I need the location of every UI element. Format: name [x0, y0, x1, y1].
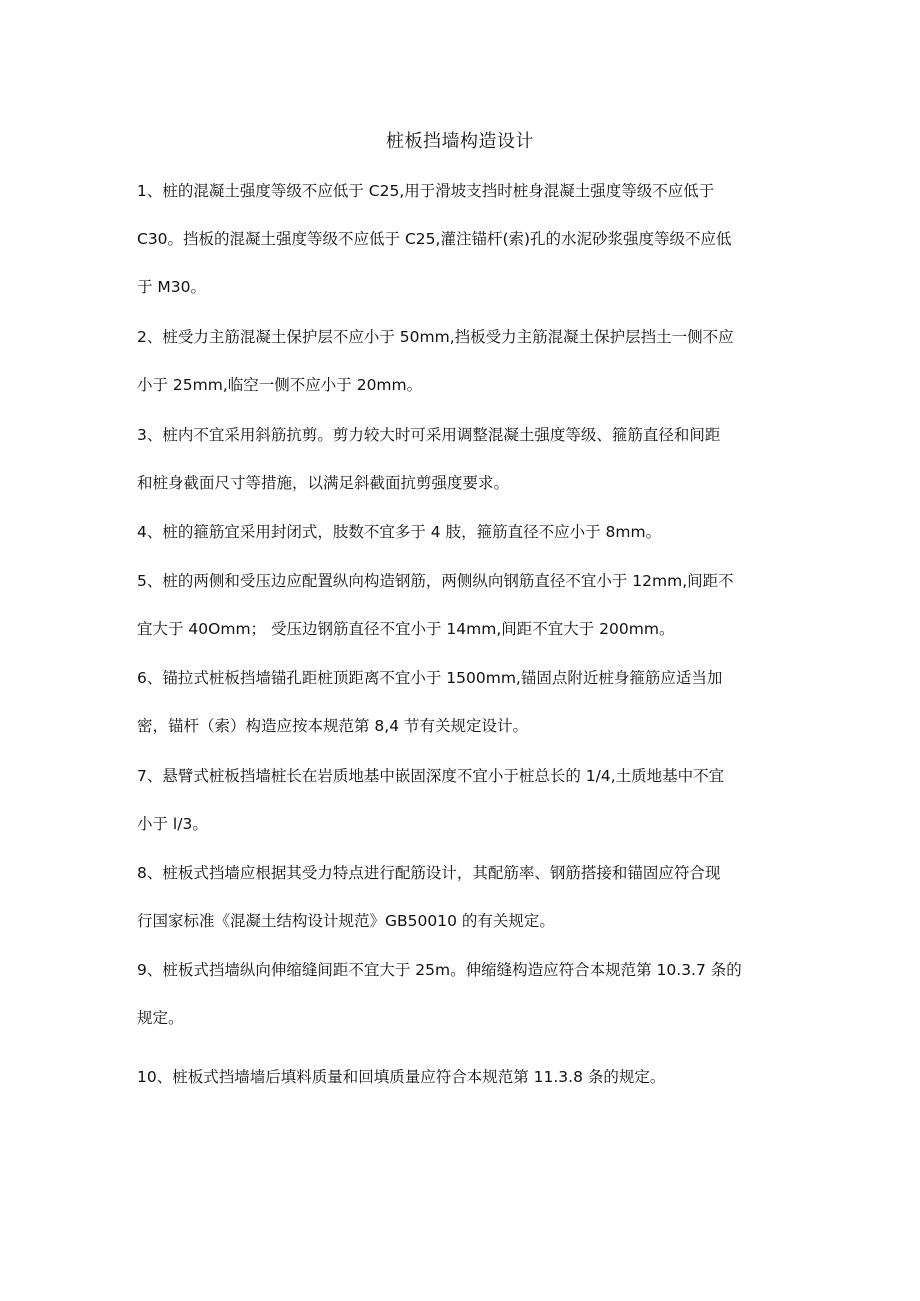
clause-line: 小于 25mm,临空一侧不应小于 20mm。: [137, 376, 423, 394]
clause-line: 4、桩的箍筋宜采用封闭式，肢数不宜多于 4 肢，箍筋直径不应小于 8mm。: [137, 523, 662, 541]
clause-line: 3、桩内不宜采用斜筋抗剪。剪力较大时可采用调整混凝土强度等级、箍筋直径和间距: [137, 426, 721, 444]
clause-7: [137, 752, 789, 848]
clause-line: 6、锚拉式桩板挡墙锚孔距桩顶距离不宜小于 1500mm,锚固点附近桩身箍筋应适当加: [137, 669, 723, 687]
clause-line: 1、桩的混凝土强度等级不应低于 C25,用于滑坡支挡时桩身混凝土强度等级不应低于: [137, 182, 715, 200]
clause-line: 5、桩的两侧和受压边应配置纵向构造钢筋，两侧纵向钢筋直径不宜小于 12mm,间距不: [137, 572, 734, 590]
clause-line: 2、桩受力主筋混凝土保护层不应小于 50mm,挡板受力主筋混凝土保护层挡土一侧不应: [137, 328, 734, 346]
clause-line: 行国家标准《混凝土结构设计规范》GB50010 的有关规定。: [137, 912, 555, 930]
clause-line: 于 M30。: [137, 278, 207, 296]
clause-8: [137, 849, 789, 945]
clause-6: [137, 654, 789, 750]
clause-4: [137, 508, 789, 556]
clause-line: 9、桩板式挡墙纵向伸缩缝间距不宜大于 25m。伸缩缝构造应符合本规范第 10.3.7 条的: [137, 961, 742, 979]
clause-1: [137, 167, 789, 311]
clause-line: C30。挡板的混凝土强度等级不应低于 C25,灌注锚杆(索)孔的水泥砂浆强度等级不应低: [137, 230, 732, 248]
clause-line: 宜大于 40Omm； 受压边钢筋直径不宜小于 14mm,间距不宜大于 200mm。: [137, 620, 675, 638]
page-title: 桩板挡墙构造设计: [386, 131, 534, 152]
clause-line: 8、桩板式挡墙应根据其受力特点进行配筋设计，其配筋率、钢筋搭接和锚固应符合现: [137, 864, 721, 882]
clause-5: [137, 557, 789, 653]
clause-9: [137, 946, 789, 1042]
clause-line: 7、悬臂式桩板挡墙桩长在岩质地基中嵌固深度不宜小于桩总长的 1/4,土质地基中不宜: [137, 767, 725, 785]
clause-line: 10、桩板式挡墙墙后填料质量和回填质量应符合本规范第 11.3.8 条的规定。: [137, 1068, 666, 1086]
clause-3: [137, 411, 789, 507]
clause-10: [137, 1053, 789, 1101]
clause-2: [137, 313, 789, 409]
clause-line: 密，锚杆（索）构造应按本规范第 8,4 节有关规定设计。: [137, 717, 529, 735]
clause-line: 和桩身截面尺寸等措施，以满足斜截面抗剪强度要求。: [137, 474, 510, 492]
clause-line: 小于 l/3。: [137, 815, 208, 833]
clause-line: 规定。: [137, 1009, 184, 1027]
